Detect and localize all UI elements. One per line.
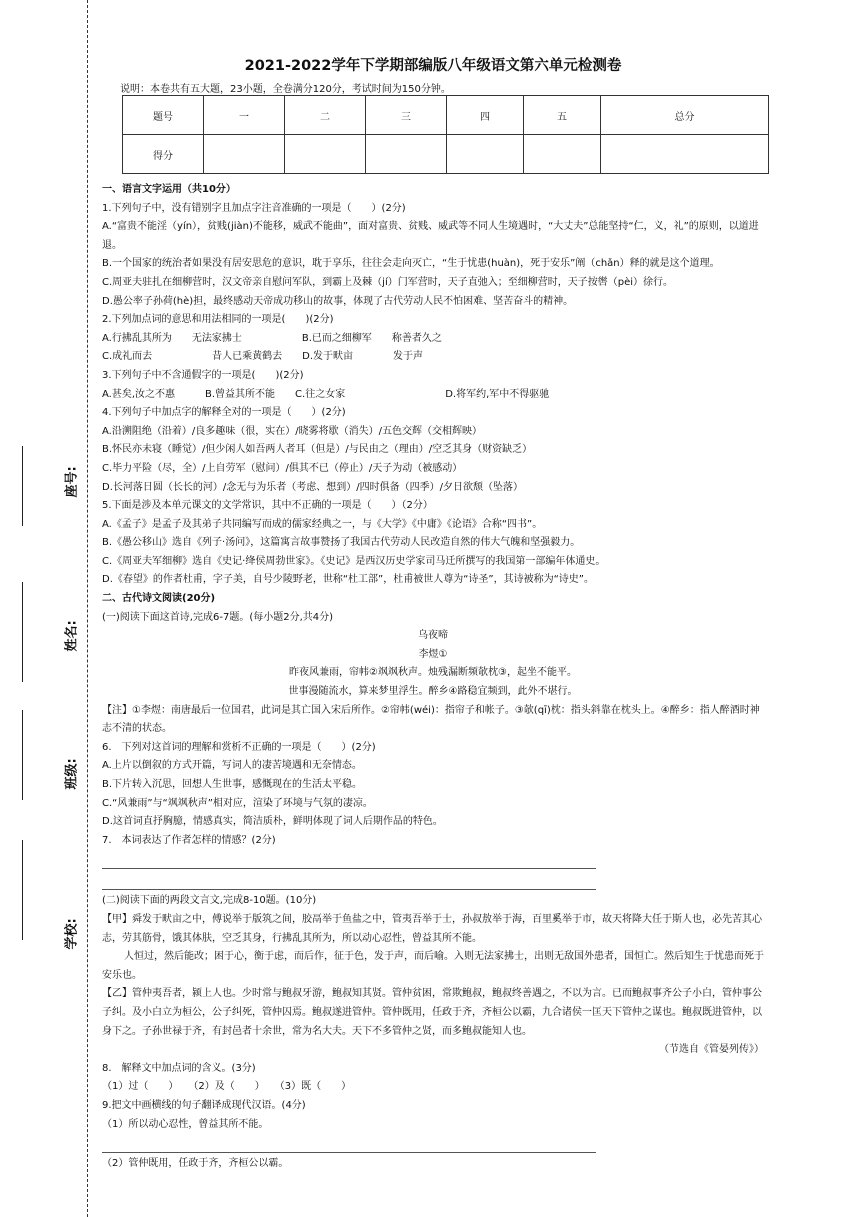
school-label: 学校: — [64, 918, 80, 950]
score-header-cell: 二 — [285, 96, 366, 135]
question-line: A.沿溯阻绝（沿着）/良多趣味（很，实在）/晓雾将歇（消失）/五色交辉（交相辉映） — [102, 425, 482, 437]
exam-instructions: 说明：本卷共有五大题，23小题，全卷满分120分，考试时间为150分钟。 — [120, 84, 451, 95]
score-header-cell: 总分 — [601, 96, 769, 135]
question-line: 3.下列句子中不含通假字的一项是( )(2分) — [102, 369, 304, 381]
score-header-cell: 题号 — [123, 96, 204, 135]
question-line: 2.下列加点词的意思和用法相同的一项是( )(2分) — [102, 314, 334, 326]
question-line: 昨夜风兼雨，帘帏②飒飒秋声。烛残漏断频欹枕③，起坐不能平。 — [289, 667, 577, 679]
section-heading: 一、语言文字运用（共10分） — [102, 184, 236, 195]
question-line: A.《孟子》是孟子及其弟子共同编写而成的儒家经典之一，与《大学》《中庸》《论语》合称“四书”。 — [102, 518, 543, 530]
question-line: 6. 下列对这首词的理解和赏析不正确的一项是（ ）(2分) — [102, 741, 376, 753]
answer-line[interactable] — [102, 871, 596, 890]
question-line: 李煜① — [418, 648, 448, 660]
question-line: B.怀民亦未寝（睡觉）/但少闲人如吾两人者耳（但是）/与民由之（理由）/空乏其身（财资缺乏） — [102, 444, 533, 456]
question-line: B.《愚公移山》选自《列子·汤问》，这篇寓言故事赞扬了我国古代劳动人民改造自然的伟大气魄和坚强毅力。 — [102, 537, 581, 549]
name-label: 姓名: — [64, 620, 80, 652]
question-line: 7. 本词表达了作者怎样的情感？(2分) — [102, 834, 276, 846]
section-heading: 二、古代诗文阅读(20分) — [102, 593, 216, 605]
class-label: 班级: — [64, 758, 80, 790]
seat-blank[interactable] — [22, 446, 23, 526]
seat-label: 座号: — [64, 466, 80, 498]
score-cell[interactable] — [447, 135, 524, 174]
school-blank[interactable] — [22, 840, 23, 940]
score-cell[interactable] — [285, 135, 366, 174]
score-cell[interactable] — [524, 135, 601, 174]
answer-line[interactable] — [102, 1134, 596, 1153]
question-line: (二)阅读下面的两段文言文,完成8-10题。(10分) — [102, 895, 317, 907]
question-line: B.下片转入沉思，回想人生世事，感慨现在的生活太平稳。 — [102, 779, 363, 790]
question-line: C.成礼而去 昔人已乘黄鹤去 D.发于畎亩 发于声 — [102, 351, 424, 363]
score-header-row — [123, 96, 769, 135]
question-line: A.行拂乱其所为 无法家拂士 B.已而之细柳军 称善者久之 — [102, 332, 442, 344]
score-header-cell: 五 — [524, 96, 601, 135]
question-line: D.这首词直抒胸臆，情感真实，简洁质朴，鲜明体现了词人后期作品的特色。 — [102, 816, 443, 828]
question-line: 【甲】舜发于畎亩之中，傅说举于版筑之间，胶鬲举于鱼盐之中，管夷吾举于士，孙叔敖举于海，百里奚举于市，故天将降大任于斯人也，必先苦其心志，劳其筋骨，饿其体肤，空乏其身，行拂乱其所为，所以动心忍性，曾益其所不能。 — [102, 913, 762, 944]
binding-margin — [0, 0, 92, 1217]
question-line: 5.下面是涉及本单元课文的文学常识，其中不正确的一项是（ ）（2分） — [102, 500, 433, 512]
question-line: （1）过（ ） （2）及（ ） （3）既（ ） — [102, 1081, 352, 1093]
question-line: A.“富贵不能淫（yín），贫贱(jiàn)不能移，威武不能曲”，面对富贵、贫贱、威武等不同人生境遇时，“大丈夫”总能坚持“仁，义，礼”的原则，以道进退。 — [102, 221, 759, 251]
name-blank[interactable] — [22, 582, 23, 682]
score-cell[interactable] — [204, 135, 285, 174]
question-line: A.上片以倒叙的方式开篇，写词人的凄苦境遇和无奈情态。 — [102, 760, 362, 772]
question-line: D.《春望》的作者杜甫，字子美，自号少陵野老，世称“杜工部”，杜甫被世人尊为“诗圣”，其诗被称为“诗史”。 — [102, 574, 594, 586]
question-line: C.“风兼雨”与“飒飒秋声”相对应，渲染了环境与气氛的凄凉。 — [102, 797, 373, 809]
score-header-cell: 三 — [366, 96, 447, 135]
question-line: D.愚公率子孙荷(hè)担，最终感动天帝成功移山的故事，体现了古代劳动人民不怕困难、坚苦奋斗的精神。 — [102, 295, 574, 307]
question-line: 【注】①李煜：南唐最后一位国君，此词是其亡国入宋后所作。②帘帏(wéi)：指帘子和帐子。③欹(qī)枕：指头斜靠在枕头上。④醉乡：指人醉酒时神志不清的状态。 — [102, 704, 760, 735]
question-line: （节选自《管晏列传》） — [659, 1044, 764, 1056]
question-line: （2）管仲既用，任政于齐，齐桓公以霸。 — [102, 1158, 289, 1170]
question-line: 世事漫随流水，算来梦里浮生。醉乡④路稳宜频到，此外不堪行。 — [288, 686, 578, 698]
question-line: C.《周亚夫军细柳》选自《史记·绛侯周勃世家》。《史记》是西汉历史学家司马迁所撰写的我国第一部编年体通史。 — [102, 555, 606, 567]
score-cell[interactable] — [601, 135, 769, 174]
score-header-cell: 四 — [447, 96, 524, 135]
question-line: 人恒过，然后能改；困于心，衡于虑，而后作，征于色，发于声，而后喻。入则无法家拂士，出则无敌国外患者，国恒亡。然后知生于忧患而死于安乐也。 — [102, 951, 764, 981]
answer-line[interactable] — [102, 850, 596, 869]
score-row — [123, 135, 769, 174]
question-line: C.周亚夫驻扎在细柳营时，汉文帝亲自慰问军队，到霸上及棘（jí）门军营时，天子直弛入；至细柳营时，天子按辔（pèi）徐行。 — [102, 276, 673, 288]
question-line: 【乙】管仲夷吾者，颍上人也。少时常与鲍叔牙游，鲍叔知其贤。管仲贫困，常欺鲍叔，鲍叔终善遇之，不以为言。已而鲍叔事齐公子小白，管仲事公子纠。及小白立为桓公，公子纠死，管仲囚焉。鲍叔遂进管仲。管仲既用，任政于齐，齐桓公以霸，九合诸侯一匡天下管仲之谋也。鲍叔既进管仲，以身下之。子孙世禄于齐，有封邑者十余世，常为名大夫。天下不多管仲之贤，而多鲍叔能知人也。 — [102, 988, 762, 1037]
score-cell[interactable] — [366, 135, 447, 174]
cut-line — [87, 0, 88, 1217]
question-line: 8. 解释文中加点词的含义。(3分) — [102, 1062, 256, 1074]
question-line: (一)阅读下面这首诗,完成6-7题。(每小题2分,共4分) — [102, 611, 334, 623]
question-line: 9.把文中画横线的句子翻译成现代汉语。(4分) — [102, 1099, 306, 1111]
question-line: 乌夜啼 — [418, 630, 448, 642]
score-table — [122, 95, 769, 174]
exam-title: 2021-2022学年下学期部编版八年级语文第六单元检测卷 — [244, 58, 622, 74]
question-line: C.毕力平险（尽，全）/上自劳军（慰问）/俱其不已（停止）/天子为动（被感动） — [102, 462, 463, 474]
score-row-label: 得分 — [123, 135, 204, 174]
question-line: D.长河落日圆（长长的河）/念无与为乐者（考虑、想到）/四时俱备（四季）/夕日欲颓（坠落） — [102, 481, 523, 493]
question-line: 1.下列句子中，没有错别字且加点字注音准确的一项是（ ）(2分) — [102, 202, 406, 214]
question-line: 4.下列句子中加点字的解释全对的一项是（ ）(2分) — [102, 407, 346, 419]
score-header-cell: 一 — [204, 96, 285, 135]
question-line: B.一个国家的统治者如果没有居安思危的意识，耽于享乐，往往会走向灭亡，“生于忧患(huàn)，死于安乐”阐（chǎn）释的就是这个道理。 — [102, 258, 720, 270]
question-line: A.甚矣,汝之不惠 B.曾益其所不能 C.往之女家 D.将军约,军中不得驱驰 — [102, 388, 550, 400]
question-line: （1）所以动心忍性，曾益其所不能。 — [102, 1118, 269, 1130]
class-blank[interactable] — [22, 710, 23, 800]
exam-body — [102, 181, 764, 1174]
